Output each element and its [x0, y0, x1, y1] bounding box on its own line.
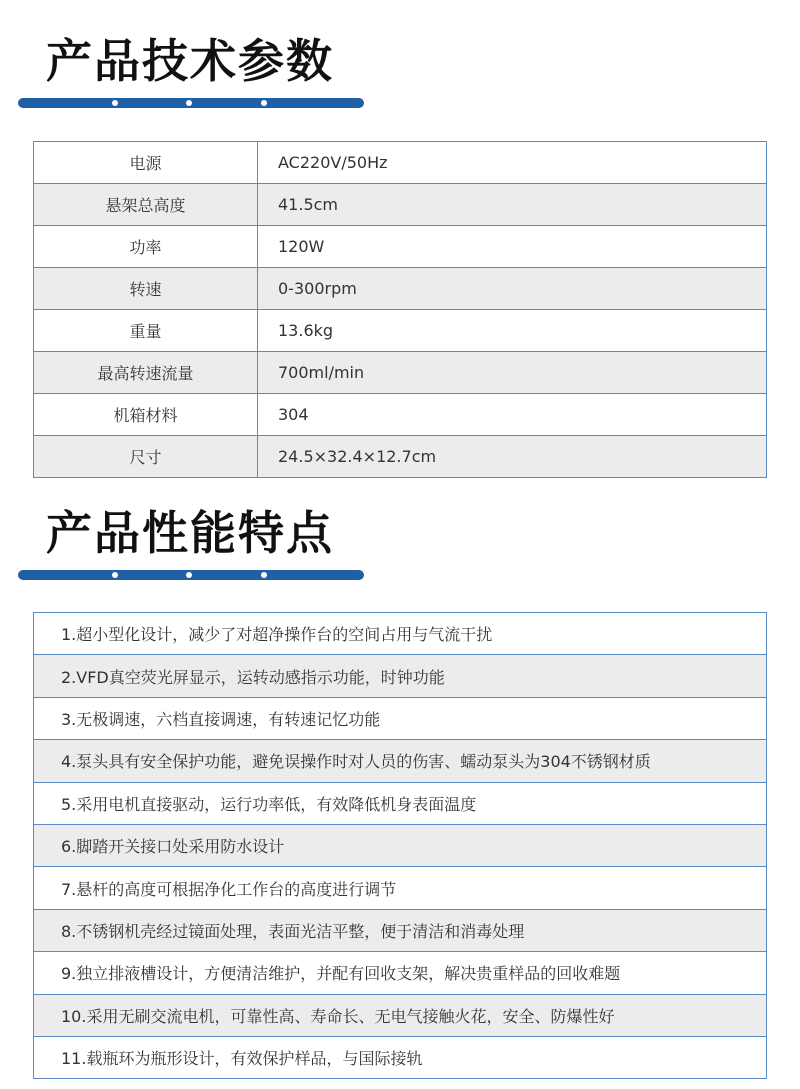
- table-row: [34, 268, 767, 310]
- spec-label: 电源: [34, 142, 258, 184]
- underline-dot: [186, 100, 192, 106]
- features-title: 产品性能特点: [46, 506, 334, 560]
- feature-item: 6.脚踏开关接口处采用防水设计: [34, 824, 767, 866]
- table-row: [34, 352, 767, 394]
- feature-item: 10.采用无刷交流电机，可靠性高、寿命长、无电气接触火花，安全、防爆性好: [34, 994, 767, 1036]
- table-row: [34, 952, 767, 994]
- feature-item: 3.无极调速，六档直接调速，有转速记忆功能: [34, 697, 767, 739]
- table-row: [34, 867, 767, 909]
- feature-item: 2.VFD真空荧光屏显示，运转动感指示功能，时钟功能: [34, 655, 767, 697]
- specs-title-underline: [18, 98, 364, 108]
- spec-label: 尺寸: [34, 436, 258, 478]
- table-row: [34, 184, 767, 226]
- feature-item: 9.独立排液槽设计，方便清洁维护，并配有回收支架，解决贵重样品的回收难题: [34, 952, 767, 994]
- table-row: [34, 394, 767, 436]
- spec-value: AC220V/50Hz: [258, 142, 767, 184]
- table-row: [34, 740, 767, 782]
- spec-label: 机箱材料: [34, 394, 258, 436]
- underline-dot: [261, 100, 267, 106]
- spec-value: 13.6kg: [258, 310, 767, 352]
- table-row: [34, 613, 767, 655]
- spec-value: 41.5cm: [258, 184, 767, 226]
- table-row: [34, 655, 767, 697]
- specs-table: [33, 141, 767, 478]
- underline-dot: [186, 572, 192, 578]
- table-row: [34, 697, 767, 739]
- spec-label: 悬架总高度: [34, 184, 258, 226]
- table-row: [34, 310, 767, 352]
- spec-value: 700ml/min: [258, 352, 767, 394]
- table-row: [34, 226, 767, 268]
- table-row: [34, 436, 767, 478]
- spec-label: 重量: [34, 310, 258, 352]
- underline-dot: [112, 100, 118, 106]
- table-row: [34, 824, 767, 866]
- spec-label: 转速: [34, 268, 258, 310]
- feature-item: 1.超小型化设计，减少了对超净操作台的空间占用与气流干扰: [34, 613, 767, 655]
- feature-item: 8.不锈钢机壳经过镜面处理，表面光洁平整，便于清洁和消毒处理: [34, 909, 767, 951]
- specs-title: 产品技术参数: [46, 34, 334, 88]
- features-table: [33, 612, 767, 1079]
- table-row: [34, 994, 767, 1036]
- feature-item: 5.采用电机直接驱动，运行功率低，有效降低机身表面温度: [34, 782, 767, 824]
- spec-label: 功率: [34, 226, 258, 268]
- feature-item: 11.载瓶环为瓶形设计，有效保护样品，与国际接轨: [34, 1036, 767, 1078]
- spec-value: 304: [258, 394, 767, 436]
- spec-value: 24.5×32.4×12.7cm: [258, 436, 767, 478]
- spec-value: 0-300rpm: [258, 268, 767, 310]
- feature-item: 4.泵头具有安全保护功能，避免误操作时对人员的伤害、蠕动泵头为304不锈钢材质: [34, 740, 767, 782]
- spec-value: 120W: [258, 226, 767, 268]
- underline-dot: [261, 572, 267, 578]
- features-title-underline: [18, 570, 364, 580]
- table-row: [34, 782, 767, 824]
- table-row: [34, 1036, 767, 1078]
- feature-item: 7.悬杆的高度可根据净化工作台的高度进行调节: [34, 867, 767, 909]
- table-row: [34, 142, 767, 184]
- table-row: [34, 909, 767, 951]
- spec-label: 最高转速流量: [34, 352, 258, 394]
- underline-dot: [112, 572, 118, 578]
